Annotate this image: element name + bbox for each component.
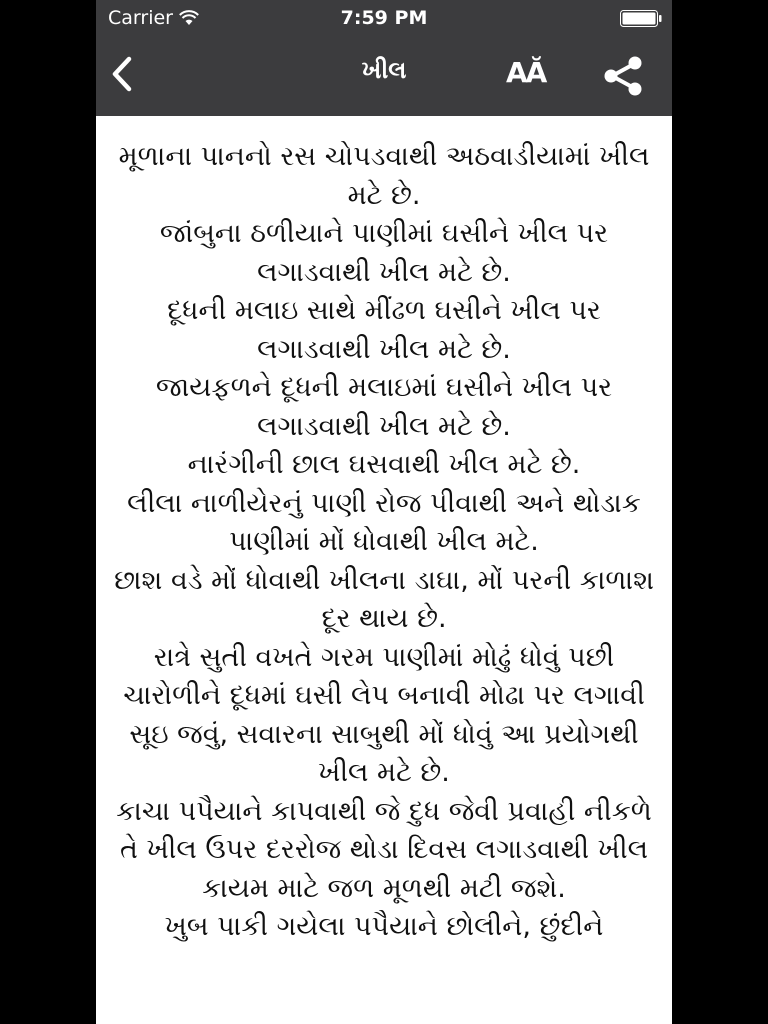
navigation-bar — [96, 36, 672, 116]
page-title: ખીલ — [361, 56, 407, 84]
status-time: 7:59 PM — [340, 7, 428, 29]
article-text: મૂળાના પાનનો રસ ચોપડવાથી અઠવાડીયામાં ખીલ મટે છે. જાંબુના ઠળીયાને પાણીમાં ઘસીને ખીલ પર લગાડવાથી ખીલ મટે છે. દૂધની મલાઇ સાથે મીંઢળ ઘસીને ખીલ પર લગાડવાથી ખીલ મટે છે. જાયફળને દૂધની મલાઇમાં ઘસીને ખીલ પર લગાડવાથી ખીલ મટે છે. નારંગીની છાલ ઘસવાથી ખીલ મટે છે. લીલા નાળીયેરનું પાણી રોજ પીવાથી અને થોડાક પાણીમાં મોં ધોવાથી ખીલ મટે. છાશ વડે મોં ધોવાથી ખીલના ડાઘા, મોં પરની કાળાશ દૂર થાય છે. રાત્રે સુતી વખતે ગરમ પાણીમાં મોઢું ધોવું પછી ચારોળીને દૂધમાં ઘસી લેપ બનાવી મોઢા પર લગાવી સૂઇ જવું, સવારના સાબુથી મોં ધોવું આ પ્રયોગથી ખીલ મટે છે. કાચા પપૈયાને કાપવાથી જે દુધ જેવી પ્રવાહી નીકળે તે ખીલ ઉપર દરરોજ થોડા દિવસ લગાડવાથી ખીલ કાયમ માટે જળ મૂળથી મટી જશે. ખુબ પાકી ગયેલા પપૈયાને છોલીને, છુંદીને — [114, 141, 654, 942]
share-button[interactable] — [600, 54, 646, 98]
phone-screen — [96, 0, 672, 1024]
status-bar — [96, 0, 672, 36]
battery-icon — [620, 10, 662, 27]
article-scroll-view[interactable] — [96, 116, 672, 1024]
font-size-button[interactable]: AĂ — [506, 56, 546, 89]
carrier-label: Carrier — [108, 7, 173, 29]
top-bar — [96, 0, 672, 116]
